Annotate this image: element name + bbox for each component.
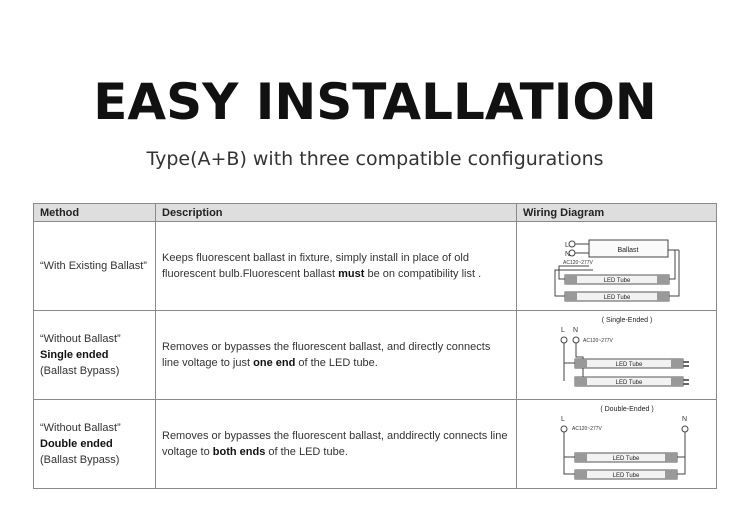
column-header-description: Description bbox=[156, 204, 517, 222]
method-note: (Ballast Bypass) bbox=[40, 365, 120, 377]
led-tube-2 bbox=[565, 292, 669, 301]
method-cell bbox=[34, 222, 156, 311]
led-tube-2-label: LED Tube bbox=[603, 295, 631, 301]
column-header-method: Method bbox=[34, 204, 156, 222]
table-row bbox=[34, 311, 717, 400]
ballast-label: Ballast bbox=[617, 247, 639, 254]
led-tube-2-label: LED Tube bbox=[615, 380, 643, 386]
description-emphasis: one end bbox=[253, 357, 296, 369]
method-cell bbox=[34, 400, 156, 489]
description-text: Removes or bypasses the fluorescent ballast, anddirectly connects line voltage to bbox=[162, 430, 508, 458]
wiring-diagram-with-ballast bbox=[523, 222, 723, 310]
description-cell bbox=[156, 311, 517, 400]
wiring-diagram-cell bbox=[517, 311, 717, 400]
live-terminal-label: L bbox=[561, 416, 565, 423]
diagram-caption: ( Single-Ended ) bbox=[601, 317, 653, 324]
description-emphasis: must bbox=[338, 268, 365, 280]
live-terminal-label: L bbox=[561, 327, 565, 334]
led-tube-2-label: LED Tube bbox=[612, 473, 640, 479]
led-tube-1-label: LED Tube bbox=[615, 362, 643, 368]
method-name: “With Existing Ballast” bbox=[40, 260, 147, 272]
method-type: Single ended bbox=[40, 349, 109, 361]
led-tube-1 bbox=[575, 359, 689, 368]
method-type: Double ended bbox=[40, 438, 113, 450]
description-text: Removes or bypasses the fluorescent ballast, and directly connects line voltage to just bbox=[162, 341, 491, 369]
description-emphasis: both ends bbox=[212, 446, 266, 458]
description-text-end: be on compatibility list . bbox=[364, 268, 482, 280]
description-cell bbox=[156, 400, 517, 489]
led-tube-1 bbox=[575, 453, 677, 462]
diagram-caption: ( Double-Ended ) bbox=[600, 406, 654, 413]
column-header-wiring-diagram: Wiring Diagram bbox=[517, 204, 717, 222]
method-cell bbox=[34, 311, 156, 400]
table-header-row bbox=[34, 204, 717, 222]
page-subtitle: Type(A+B) with three compatible configurations bbox=[146, 148, 604, 170]
neutral-terminal-label: N bbox=[565, 251, 571, 258]
description-text-end: of the LED tube. bbox=[295, 357, 378, 369]
voltage-label: AC120~277V bbox=[563, 260, 593, 266]
wiring-diagram-double-ended bbox=[523, 400, 723, 488]
method-name: “Without Ballast” bbox=[40, 333, 121, 345]
led-tube-1-label: LED Tube bbox=[612, 456, 640, 462]
description-cell bbox=[156, 222, 517, 311]
wiring-diagram-cell bbox=[517, 222, 717, 311]
description-text-end: of the LED tube. bbox=[265, 446, 348, 458]
description-text: Keeps fluorescent ballast in fixture, simply install in place of old fluorescent bulb.Fluorescent ballast bbox=[162, 252, 469, 280]
method-note: (Ballast Bypass) bbox=[40, 454, 120, 466]
led-tube-2 bbox=[575, 377, 689, 386]
voltage-label: AC120~277V bbox=[583, 338, 613, 344]
live-terminal-label: L bbox=[565, 242, 569, 249]
led-tube-1 bbox=[565, 275, 669, 284]
wiring-diagram-single-ended bbox=[523, 311, 723, 399]
wiring-diagram-cell bbox=[517, 400, 717, 489]
method-name: “Without Ballast” bbox=[40, 422, 121, 434]
voltage-label: AC120~277V bbox=[572, 426, 602, 432]
led-tube-2 bbox=[575, 470, 677, 479]
table-row bbox=[34, 400, 717, 489]
table-row bbox=[34, 222, 717, 311]
page-title: EASY INSTALLATION bbox=[93, 73, 657, 131]
led-tube-1-label: LED Tube bbox=[603, 278, 631, 284]
neutral-terminal-label: N bbox=[682, 416, 688, 423]
installation-table bbox=[33, 203, 717, 489]
neutral-terminal-label: N bbox=[573, 327, 579, 334]
